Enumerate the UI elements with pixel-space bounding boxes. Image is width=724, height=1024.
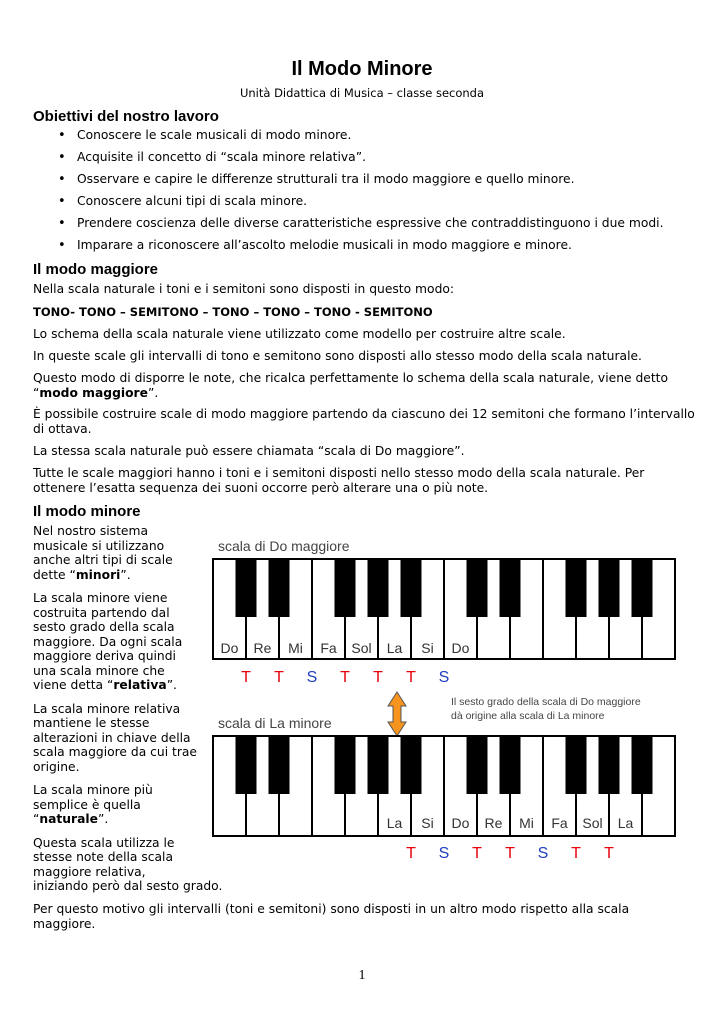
list-item: • Conoscere le scale musicali di modo minore. [33, 128, 703, 150]
interval-label: T [340, 669, 350, 686]
keyboard-major [213, 559, 675, 659]
term-minori: minori [75, 567, 121, 582]
note-label: Re [253, 640, 272, 656]
paragraph: Lo schema della scala naturale viene utilizzato come modello per costruire altre scale. [33, 327, 566, 341]
note-label: La [617, 815, 634, 831]
black-key [632, 559, 653, 617]
list-item: • Prendere coscienza delle diverse caratteristiche espressive che contraddistinguono i due modi. [33, 216, 703, 238]
black-key [236, 559, 257, 617]
note-label: Fa [320, 640, 337, 656]
black-key [269, 736, 290, 794]
black-key [368, 559, 389, 617]
interval-label: T [604, 845, 614, 862]
heading-obiettivi: Obiettivi del nostro lavoro [33, 108, 219, 125]
black-key [599, 559, 620, 617]
minor-interval-labels [406, 845, 614, 862]
heading-minore: Il modo minore [33, 503, 141, 520]
note-label: Sol [582, 815, 603, 831]
major-interval-labels [241, 669, 449, 686]
annotation-line: Il sesto grado della scala di Do maggiore [451, 696, 641, 708]
interval-label: T [571, 845, 581, 862]
page-title: Il Modo Minore [291, 58, 433, 80]
sixth-degree-arrow [388, 692, 406, 736]
label-minor-scale: scala di La minore [218, 715, 332, 731]
interval-label: S [438, 669, 450, 686]
note-label: La [386, 640, 403, 656]
black-key [368, 736, 389, 794]
interval-label: T [472, 845, 482, 862]
paragraph: di ottava. [33, 422, 92, 436]
paragraph: È possibile costruire scale di modo maggiore partendo da ciascuno dei 12 semitoni che formano l’intervallo [33, 407, 695, 421]
note-label: Do [451, 640, 470, 656]
term-relativa: relativa [113, 678, 167, 692]
paragraph: “modo maggiore”. [33, 386, 159, 400]
paragraph: maggiore. [33, 917, 96, 931]
note-label: Fa [551, 815, 568, 831]
paragraph: In queste scale gli intervalli di tono e semitono sono disposti allo stesso modo della scala naturale. [33, 349, 642, 363]
black-key [269, 559, 290, 617]
note-label: Si [421, 640, 434, 656]
black-key [566, 559, 587, 617]
keyboard-minor [213, 736, 675, 836]
note-label: Mi [519, 815, 534, 831]
black-key [467, 736, 488, 794]
note-label: Si [421, 815, 434, 831]
interval-label: T [241, 669, 251, 686]
paragraph: La stessa scala naturale può essere chiamata “scala di Do maggiore”. [33, 444, 465, 458]
black-key [335, 736, 356, 794]
black-key [566, 736, 587, 794]
paragraph: ottenere l’esatta sequenza dei suoni occorre però alterare una o più note. [33, 481, 489, 495]
black-key [401, 559, 422, 617]
interval-label: S [306, 669, 318, 686]
list-item: • Acquisite il concetto di “scala minore relativa”. [33, 150, 703, 172]
side-text: Nel nostro sistema musicale si utilizzano anche altri tipi di scale dette “minori”. La scala minore viene costruita partendo dal sesto grado della scala maggiore. Da ogni scala maggiore deriva quindi una scala minore che viene detta “relativa”. La scala minore relativa mantiene le stesse alterazioni in chiave della scala maggiore da cui trae origine. La scala minore più semplice è quella “naturale”. Questa scala utilizza le stesse note della scala maggiore relativa, iniziando però dal sesto grado. [33, 524, 223, 893]
term-modo-maggiore: modo maggiore [39, 386, 148, 400]
interval-label: T [274, 669, 284, 686]
interval-label: T [406, 845, 416, 862]
label-major-scale: scala di Do maggiore [218, 538, 350, 554]
note-label: La [386, 815, 403, 831]
black-key [467, 559, 488, 617]
interval-label: S [438, 845, 450, 862]
black-key [335, 559, 356, 617]
note-label: Sol [351, 640, 372, 656]
black-key [632, 736, 653, 794]
page-subtitle: Unità Didattica di Musica – classe seconda [239, 86, 485, 100]
note-label: Mi [288, 640, 303, 656]
interval-label: T [406, 669, 416, 686]
black-key [500, 736, 521, 794]
list-item: • Osservare e capire le differenze strutturali tra il modo maggiore e quello minore. [33, 172, 703, 194]
paragraph: Tutte le scale maggiori hanno i toni e i semitoni disposti nello stesso modo della scala naturale. Per [33, 466, 645, 480]
paragraph: Nella scala naturale i toni e i semitoni sono disposti in questo modo: [33, 282, 455, 296]
note-label: Do [451, 815, 470, 831]
black-key [500, 559, 521, 617]
heading-maggiore: Il modo maggiore [33, 261, 159, 278]
black-key [599, 736, 620, 794]
note-label: Re [484, 815, 503, 831]
interval-label: S [537, 845, 549, 862]
list-item: • Conoscere alcuni tipi di scala minore. [33, 194, 703, 216]
term-naturale: naturale [39, 812, 98, 826]
interval-pattern: TONO- TONO – SEMITONO – TONO – TONO – TONO - SEMITONO [33, 305, 433, 319]
paragraph: Questo modo di disporre le note, che ricalca perfettamente lo schema della scala naturale, viene detto [33, 371, 669, 385]
interval-label: T [373, 669, 383, 686]
paragraph: Per questo motivo gli intervalli (toni e semitoni) sono disposti in un altro modo rispetto alla scala [33, 902, 630, 916]
black-key [401, 736, 422, 794]
annotation-line: dà origine alla scala di La minore [451, 710, 605, 722]
page-number: 1 [358, 968, 366, 983]
list-item: • Imparare a riconoscere all’ascolto melodie musicali in modo maggiore e minore. [33, 238, 703, 260]
note-label: Do [220, 640, 239, 656]
black-key [236, 736, 257, 794]
interval-label: T [505, 845, 515, 862]
